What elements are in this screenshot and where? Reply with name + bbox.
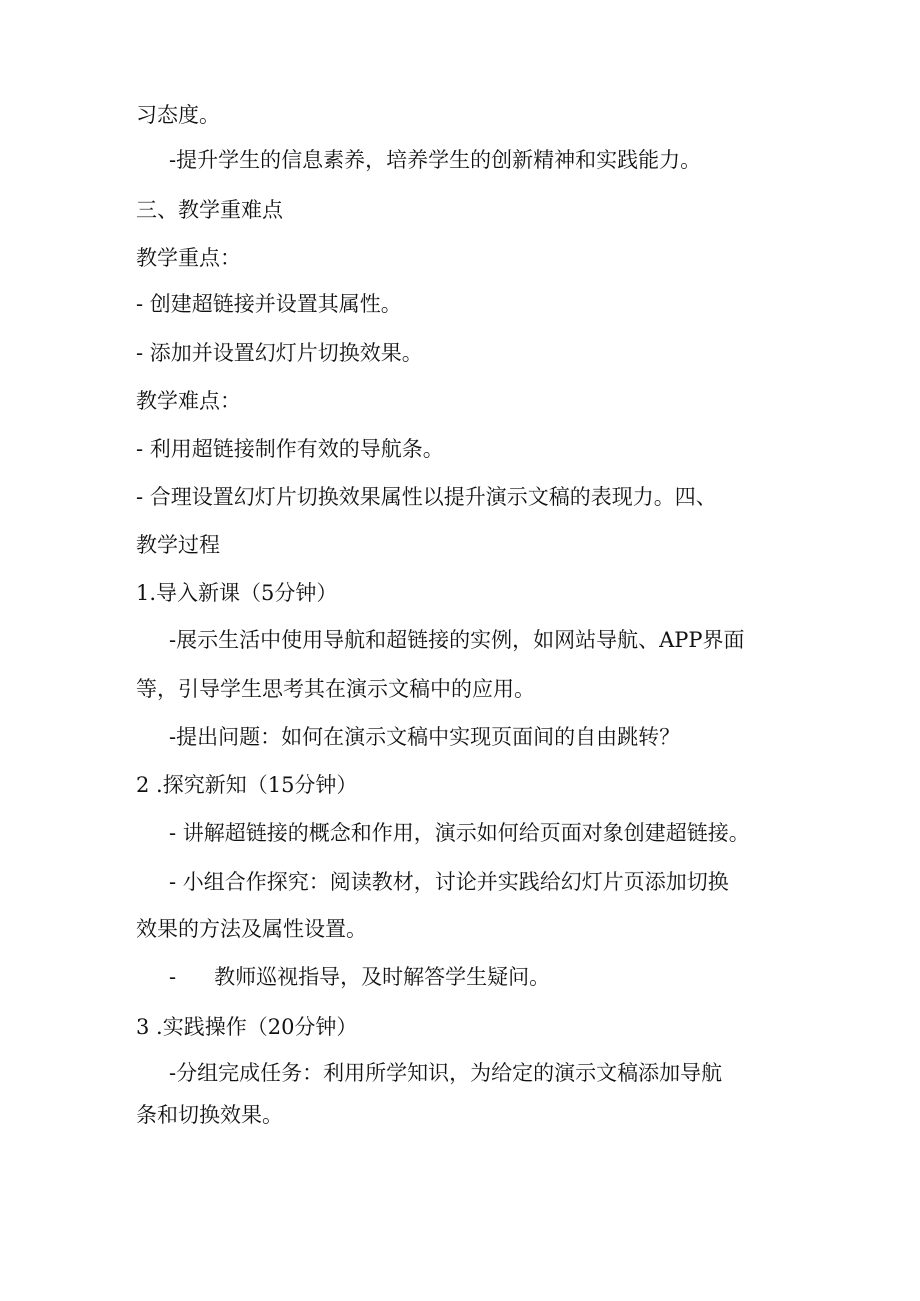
section-heading-key-points: 三、教学重难点	[136, 198, 283, 222]
step-heading-explore: 2 .探究新知（15分钟）	[136, 773, 358, 797]
list-item	[169, 962, 550, 992]
text-line-objective: -提升学生的信息素养，培养学生的创新精神和实践能力。	[169, 148, 702, 172]
list-item-text: 教师巡视指导，及时解答学生疑问。	[214, 965, 551, 989]
list-item: - 小组合作探究：阅读教材，讨论并实践给幻灯片页添加切换	[169, 870, 729, 894]
subheading-difficulty: 教学难点：	[136, 389, 241, 413]
list-dash: -	[169, 965, 177, 989]
subheading-focus: 教学重点：	[136, 246, 241, 270]
list-item: - 添加并设置幻灯片切换效果。	[136, 341, 423, 365]
step-heading-intro: 1.导入新课（5分钟）	[136, 581, 338, 605]
text-line: -提出问题：如何在演示文稿中实现页面间的自由跳转？	[169, 725, 681, 749]
text-line: 效果的方法及属性设置。	[136, 917, 367, 941]
text-line-continuation: 习态度。	[136, 103, 220, 127]
list-item: - 创建超链接并设置其属性。	[136, 292, 402, 316]
list-item: - 讲解超链接的概念和作用，演示如何给页面对象创建超链接。	[169, 821, 750, 845]
text-line: 等，引导学生思考其在演示文稿中的应用。	[136, 677, 535, 701]
list-item: - 利用超链接制作有效的导航条。	[136, 437, 444, 461]
step-heading-practice: 3 .实践操作（20分钟）	[136, 1015, 358, 1039]
text-line: -展示生活中使用导航和超链接的实例，如网站导航、APP界面	[169, 628, 745, 652]
list-item: - 合理设置幻灯片切换效果属性以提升演示文稿的表现力。四、	[136, 485, 717, 509]
section-heading-process: 教学过程	[136, 533, 220, 557]
text-line: 条和切换效果。	[136, 1103, 283, 1127]
text-line: -分组完成任务：利用所学知识，为给定的演示文稿添加导航	[169, 1061, 723, 1085]
